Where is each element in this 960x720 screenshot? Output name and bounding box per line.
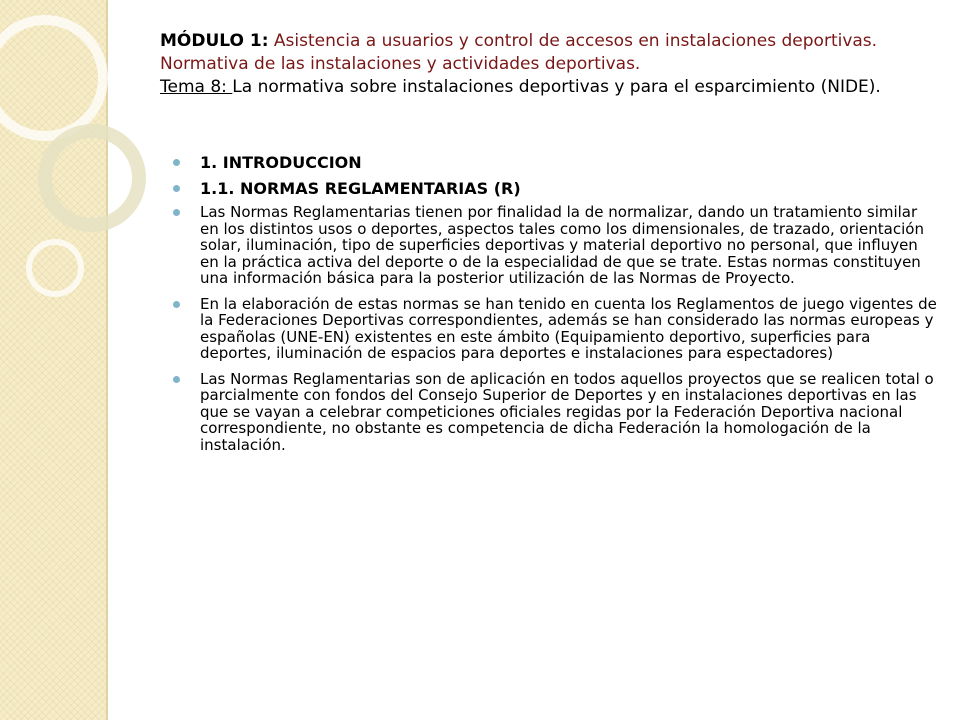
module-label: MÓDULO 1: xyxy=(160,31,269,51)
bullet-icon xyxy=(173,185,180,192)
bullet-icon xyxy=(173,301,180,308)
heading-text: 1. INTRODUCCION xyxy=(200,153,362,172)
title-line-2: Normativa de las instalaciones y actividades deportivas. xyxy=(160,54,641,74)
title-line-1 xyxy=(160,30,940,53)
module-name: Asistencia a usuarios y control de accesos en instalaciones deportivas. xyxy=(268,31,878,51)
paragraph-text: Las Normas Reglamentarias tienen por finalidad la de normalizar, dando un tratamiento similar en los distintos usos o deportes, aspectos tales como los dimensionales, de trazado, orientación solar, iluminación, tipo de superficies deportivas y material deportivo no personal, que influyen en la práctica activa del deporte o de la especialidad de que se trate. Estas normas constituyen una información básica para la posterior utilización de las Normas de Proyecto. xyxy=(200,203,924,287)
slide-content xyxy=(160,152,940,462)
decorative-sidebar xyxy=(0,0,106,720)
topic-label: Tema 8: xyxy=(160,77,233,97)
title-line-3 xyxy=(160,76,940,99)
paragraph-text: Las Normas Reglamentarias son de aplicación en todos aquellos proyectos que se realicen total o parcialmente con fondos del Consejo Superior de Deportes y en instalaciones deportivas en las que se vayan a celebrar competiciones oficiales regidas por la Federación Deportiva nacional correspondiente, no obstante es competencia de dicha Federación la homologación de la instalación. xyxy=(200,369,934,454)
sidebar-divider xyxy=(106,0,108,720)
bullet-heading-normas xyxy=(160,178,940,200)
bullet-heading-introduccion xyxy=(160,152,940,174)
paragraph-text: En la elaboración de estas normas se han tenido en cuenta los Reglamentos de juego vigentes de la Federaciones Deportivas correspondientes, además se han considerado las normas europeas y españolas (UNE-EN) existentes en este ámbito (Equipamiento deportivo, superficies para deportes, iluminación de espacios para deportes e instalaciones para espectadores) xyxy=(200,294,937,362)
heading-text: 1.1. NORMAS REGLAMENTARIAS (R) xyxy=(200,179,521,198)
topic-name: La normativa sobre instalaciones deportivas y para el esparcimiento (NIDE). xyxy=(232,77,881,97)
bullet-paragraph-3 xyxy=(160,371,940,454)
bullet-paragraph-2 xyxy=(160,296,940,362)
slide-title xyxy=(160,30,940,99)
bullet-icon xyxy=(173,376,180,383)
bullet-icon xyxy=(173,159,180,166)
bullet-paragraph-1 xyxy=(160,204,940,287)
bullet-icon xyxy=(173,209,180,216)
